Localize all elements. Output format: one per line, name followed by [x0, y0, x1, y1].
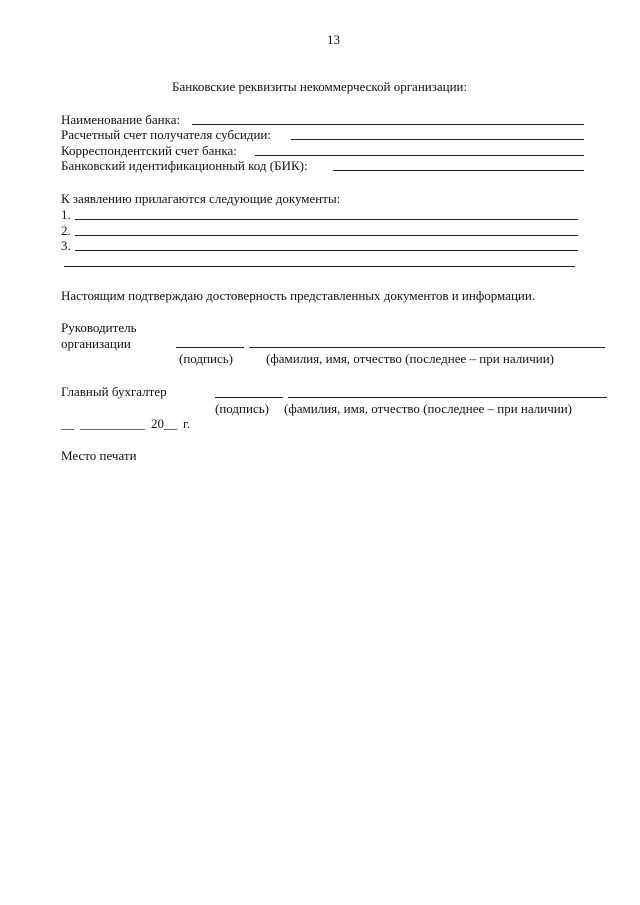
head-name-caption: (фамилия, имя, отчество (последнее – при наличии) — [266, 351, 554, 366]
head-signature-line — [176, 347, 244, 348]
account-line — [291, 139, 584, 140]
accountant-label: Главный бухгалтер — [61, 384, 167, 399]
date-month-blank: __________ — [80, 416, 145, 431]
head-signature-caption: (подпись) — [179, 351, 233, 366]
head-name-line — [249, 347, 605, 348]
bank-details-heading: Банковские реквизиты некоммерческой организации: — [172, 79, 468, 94]
attachment-line-3 — [75, 250, 578, 251]
head-label-line1: Руководитель — [61, 320, 137, 335]
attachments-heading: К заявлению прилагаются следующие документы: — [61, 191, 341, 206]
attachment-line-1 — [75, 219, 578, 220]
accountant-signature-line — [215, 397, 283, 398]
bank-name-label: Наименование банка: — [61, 112, 181, 127]
attachment-item-2: 2. — [61, 223, 71, 238]
accountant-name-line — [288, 397, 607, 398]
head-label-line2: организации — [61, 336, 131, 351]
bik-label: Банковский идентификационный код (БИК): — [61, 158, 308, 173]
stamp-place: Место печати — [61, 448, 137, 463]
attachment-item-3: 3. — [61, 238, 71, 253]
page-number: 13 — [327, 32, 340, 47]
bank-name-line — [192, 124, 584, 125]
accountant-name-caption: (фамилия, имя, отчество (последнее – при наличии) — [284, 401, 572, 416]
date-day-blank: __ — [61, 416, 74, 431]
attachment-item-1: 1. — [61, 207, 71, 222]
attachment-line-extra — [64, 266, 575, 267]
accountant-signature-caption: (подпись) — [215, 401, 269, 416]
attachment-line-2 — [75, 235, 578, 236]
bik-line — [333, 170, 584, 171]
confirmation-text: Настоящим подтверждаю достоверность представленных документов и информации. — [61, 288, 536, 303]
corr-account-line — [255, 155, 584, 156]
date-year-suffix: г. — [183, 416, 191, 431]
corr-account-label: Корреспондентский счет банка: — [61, 143, 237, 158]
date-year-prefix: 20__ — [151, 416, 177, 431]
account-label: Расчетный счет получателя субсидии: — [61, 127, 271, 142]
